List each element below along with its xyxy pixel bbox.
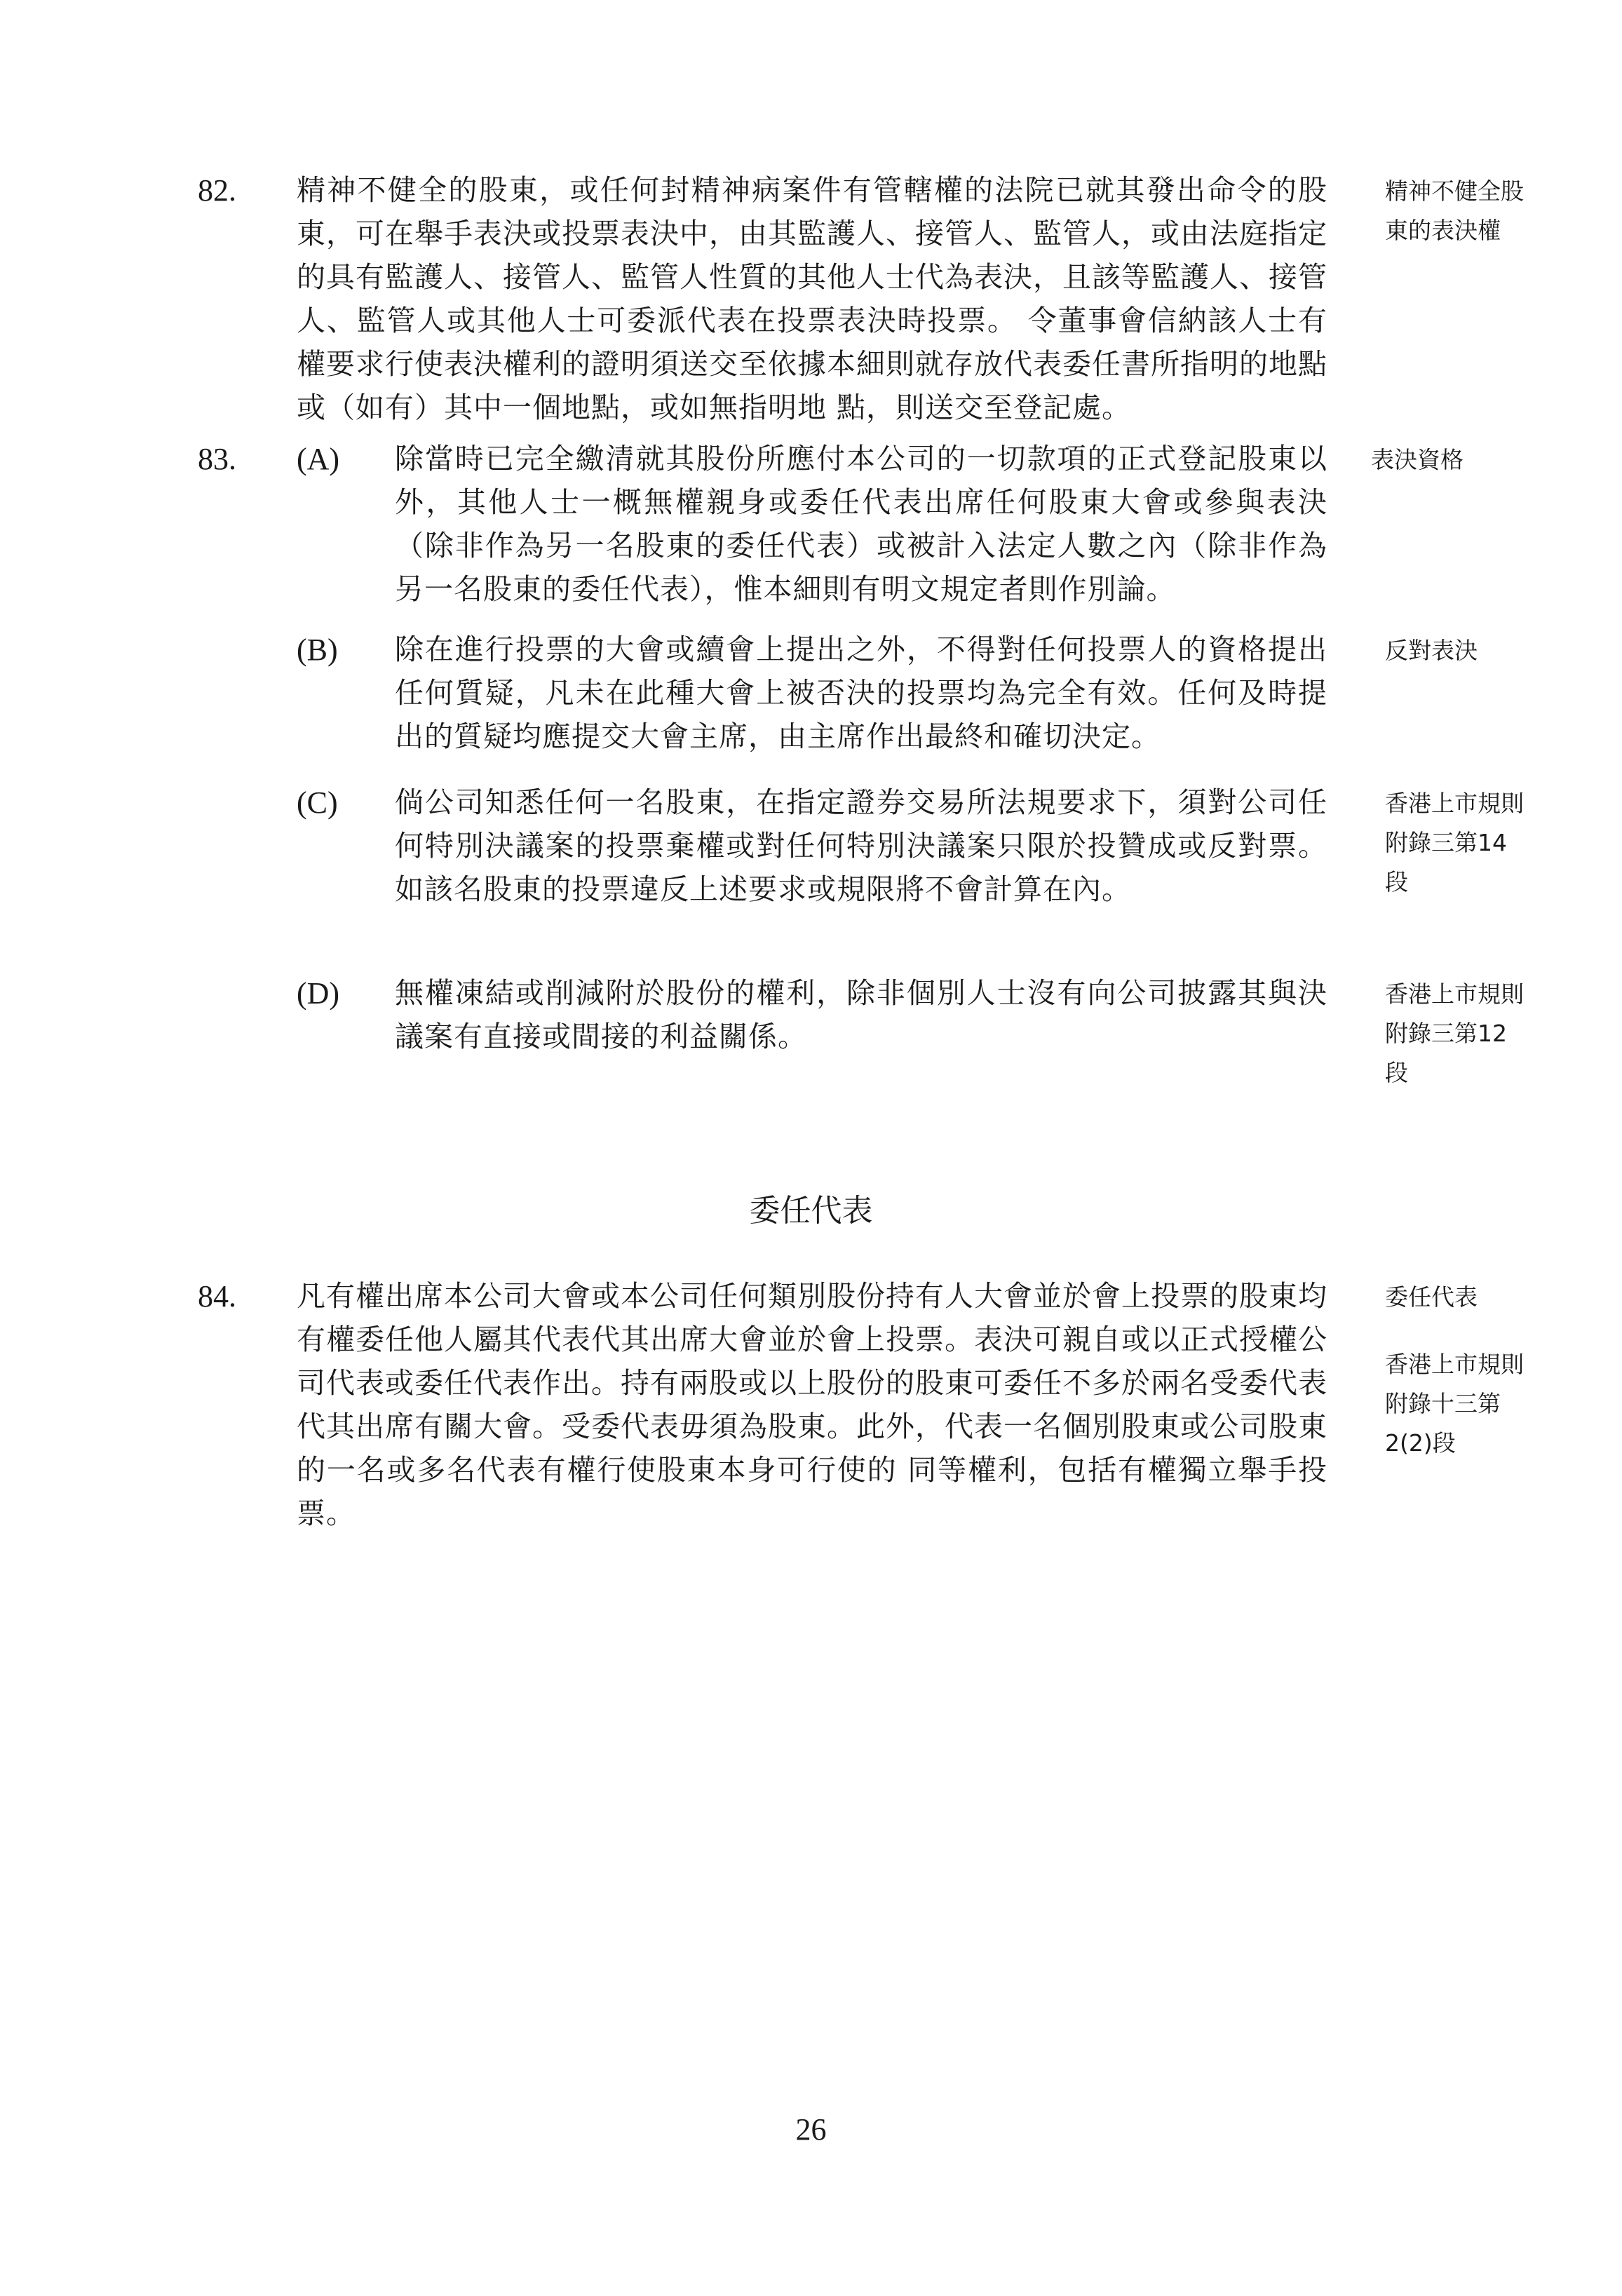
clause-82-margin-note: 精神不健全股東的表決權 <box>1385 177 1524 244</box>
clause-83-C-margin-note: 香港上市規則 附錄三第14段 <box>1385 790 1524 896</box>
clause-84-margin-note-2: 香港上市規則 附錄十三第2(2)段 <box>1385 1351 1524 1457</box>
clause-83-D-margin-note: 香港上市規則 附錄三第12段 <box>1385 980 1524 1086</box>
clause-83-A-label: (A) <box>297 442 340 476</box>
clause-83-A-text: 除當時已完全繳清就其股份所應付本公司的一切款項的正式登記股東以外，其他人士一概無權親身或委任代表出席任何股東大會或參與表決（除非作為另一名股東的委任代表）或被計入法定人數之內（除非作為另一名股東的委任代表），惟本細則有明文規定者則作別論。 <box>395 442 1327 606</box>
clause-83-B-text: 除在進行投票的大會或續會上提出之外，不得對任何投票人的資格提出任何質疑，凡未在此種大會上被否決的投票均為完全有效。任何及時提出的質疑均應提交大會主席，由主席作出最終和確切決定。 <box>395 633 1327 753</box>
clause-84-text: 凡有權出席本公司大會或本公司任何類別股份持有人大會並於會上投票的股東均有權委任他人屬其代表代其出席大會並於會上投票。表決可親自或以正式授權公司代表或委任代表作出。持有兩股或以上股份的股東可委任不多於兩名受委代表代其出席有關大會。受委代表毋須為股東。此外，代表一名個別股東或公司股東的一名或多名代表有權行使股東本身可行使的 同等權利，包括有權獨立舉手投票。 <box>297 1279 1327 1530</box>
clause-82-text: 精神不健全的股東，或任何封精神病案件有管轄權的法院已就其發出命令的股東，可在舉手表決或投票表決中，由其監護人、接管人、監管人，或由法庭指定的具有監護人、接管人、監管人性質的其他人士代為表決，且該等監護人、接管人、監管人或其他人士可委派代表在投票表決時投票。 令董事會信納該人士有權要求行使表決權利的證明須送交至依據本細則就存放代表委任書所指明的地點或（如有）其中一個地點，或如無指明地 點，則送交至登記處。 <box>297 173 1327 424</box>
clause-83-B-label: (B) <box>297 633 338 667</box>
clause-83-C-text: 倘公司知悉任何一名股東，在指定證券交易所法規要求下，須對公司任何特別決議案的投票棄權或對任何特別決議案只限於投贊成或反對票。如該名股東的投票違反上述要求或規限將不會計算在內。 <box>395 785 1327 906</box>
clause-83-D-text: 無權凍結或削減附於股份的權利，除非個別人士沒有向公司披露其與決議案有直接或間接的利益關係。 <box>395 976 1327 1053</box>
clause-84-margin-note-1: 委任代表 <box>1385 1283 1478 1311</box>
clause-83-number: 83. <box>198 442 236 476</box>
clause-83-D-label: (D) <box>297 976 340 1011</box>
section-heading: 委任代表 <box>749 1193 873 1229</box>
clause-83-A-margin-note: 表決資格 <box>1371 446 1464 473</box>
clause-83-C-label: (C) <box>297 785 338 820</box>
page-number: 26 <box>795 2112 827 2147</box>
clause-83-B-margin-note: 反對表決 <box>1385 637 1478 664</box>
clause-84-number: 84. <box>198 1279 236 1314</box>
clause-82-number: 82. <box>198 173 236 208</box>
